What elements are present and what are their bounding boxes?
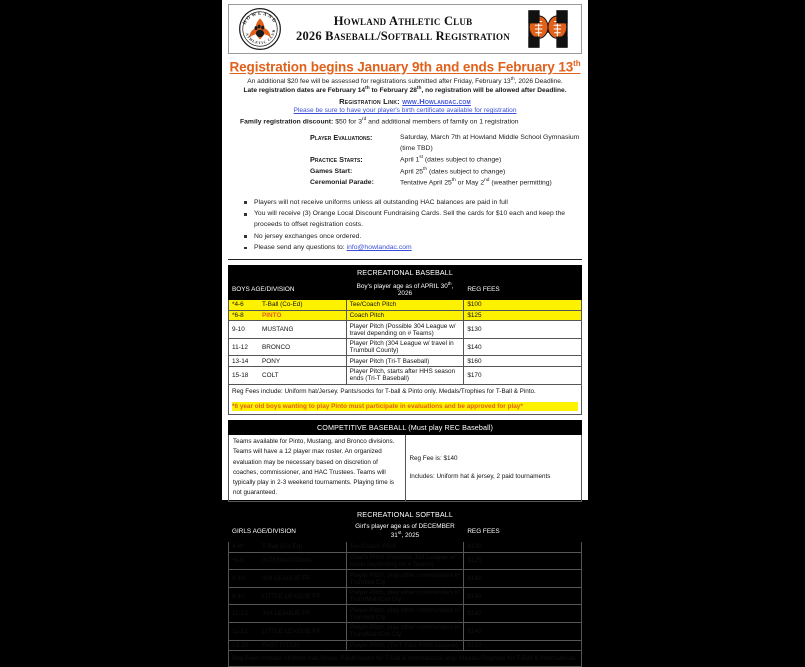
- table-header-row: [229, 521, 582, 541]
- competitive-baseball-band: COMPETITIVE BASEBALL (Must play REC Baseball): [229, 420, 582, 434]
- division-name: PONY: [262, 357, 281, 365]
- row-fee: $150: [464, 640, 582, 651]
- row-description: Player Pitch, starts after HHS season ends (Tri-T Baseball): [346, 367, 464, 385]
- baseball-fees-note-text: Reg Fees include: Uniform hat/Jersey. Pants/socks for T-ball & Pinto only. Medals/Trophies for T-Ball & Pinto.: [232, 388, 536, 396]
- list-item: No jersey exchanges once ordered.: [244, 232, 582, 242]
- row-age-division: [229, 321, 347, 339]
- schedule-row-games: [310, 166, 582, 177]
- schedule-value-practice: [400, 154, 582, 166]
- row-fee: $125: [464, 552, 582, 570]
- table-header-row: [229, 279, 582, 299]
- list-item: You will receive (3) Orange Local Discount Fundraising Cards. Sell the cards for $10 each and keep the proceeds to offset registration costs.: [244, 209, 582, 230]
- column-header-girls-age-division: GIRLS AGE/DIVISION: [229, 521, 347, 541]
- table-band-row: [229, 265, 582, 279]
- division-name: LITTLE LEAGUE FP: [262, 627, 321, 635]
- competitive-description: Teams available for Pinto, Mustang, and Bronco divisions. Teams will have a 12 player max roster. An organized evaluation may be necessary based on discretion of coaches, commissioner, and HAC Trustees. Teams will typically play in 2-3 weekend tournaments. Playing time is not guaranteed.: [229, 434, 406, 501]
- additional-fee-note-b: , 2026 Deadline.: [514, 77, 563, 85]
- division-name: 304 LEAGUE FP: [262, 610, 311, 618]
- row-age-division: [229, 605, 347, 623]
- row-fee: $100: [464, 300, 582, 311]
- competitive-fee-cell: [405, 434, 582, 501]
- competitive-reg-fee: Reg Fee is: $140: [409, 454, 458, 462]
- row-fee: $140: [464, 605, 582, 623]
- parade-date-1-sup: th: [451, 178, 456, 184]
- division-name: T-Ball (Co-Ed): [262, 301, 303, 309]
- age-range: 11-12: [232, 343, 248, 351]
- late-note-a-sup: th: [365, 86, 370, 92]
- row-age-division: [229, 338, 347, 356]
- registration-headline-sup: th: [573, 59, 581, 68]
- table-row: [229, 587, 582, 605]
- softball-fees-note-row: [229, 651, 582, 666]
- girls-asof-sup: st: [397, 530, 402, 536]
- table-row: [229, 605, 582, 623]
- registration-headline: [228, 59, 582, 75]
- competitive-baseball-table: [228, 420, 582, 502]
- row-age-division: [229, 587, 347, 605]
- column-header-reg-fees-softball: REG FEES: [464, 521, 582, 541]
- row-fee: $140: [464, 570, 582, 588]
- division-name: INTERNATIONAL: [262, 557, 313, 565]
- recreational-softball-table: [228, 507, 582, 667]
- row-fee: $130: [464, 321, 582, 339]
- parade-date-note: (weather permitting): [489, 179, 552, 187]
- parade-date-1: Tentative April 25: [400, 179, 452, 187]
- row-age-division: [229, 623, 347, 641]
- practice-date-sup: st: [419, 155, 423, 161]
- competitive-includes: Includes: Uniform hat & jersey, 2 paid tournaments: [409, 472, 551, 480]
- family-discount-label: Family registration discount:: [240, 118, 334, 126]
- schedule-block: [228, 132, 582, 188]
- age-range: 11-12: [232, 610, 248, 618]
- row-description: Tee/Coach Pitch: [346, 542, 464, 553]
- family-discount-value-a: $50 for 3: [335, 118, 363, 126]
- schedule-value-evaluations: Saturday, March 7th at Howland Middle School Gymnasium (time TBD): [400, 134, 580, 153]
- registration-link-label: Registration Link:: [339, 96, 400, 106]
- contact-email-link[interactable]: info@howlandac.com: [346, 244, 412, 252]
- registration-subtitle: 2026 Baseball/Softball Registration: [296, 29, 510, 43]
- document-header: [228, 4, 582, 54]
- row-description: Player Pitch, play other communities in Trumbull Cty: [346, 570, 464, 588]
- row-age-division: [229, 356, 347, 367]
- row-description: Player Pitch (Tri-T Baseball): [346, 356, 464, 367]
- boys-asof-sup: th: [447, 281, 452, 287]
- table-row: [229, 640, 582, 651]
- division-name: 304 LEAGUE FP: [262, 575, 311, 583]
- row-fee: $160: [464, 356, 582, 367]
- table-row: [229, 434, 582, 501]
- howland-athletic-club-crest-logo: [233, 6, 287, 52]
- division-name: PINTO: [262, 311, 282, 319]
- club-name-title: Howland Athletic Club: [333, 14, 473, 29]
- row-description: Player Pitch, play other communities in Trum/Mah/Col Cty: [346, 623, 464, 641]
- age-range: 4-6*: [232, 543, 244, 551]
- girls-asof-post: , 2025: [401, 532, 420, 540]
- family-discount-note: [240, 117, 582, 125]
- row-age-division: [229, 300, 347, 311]
- age-range: 9-10: [232, 326, 245, 334]
- policy-bullet-list: [228, 198, 582, 254]
- additional-fee-note: [228, 77, 582, 87]
- family-discount-sup: rd: [362, 116, 367, 122]
- row-fee: $140: [464, 623, 582, 641]
- age-range: 9-10: [232, 592, 245, 600]
- schedule-value-parade: [400, 177, 582, 188]
- boys-asof-post: , 2026: [397, 283, 454, 298]
- table-row: [229, 552, 582, 570]
- row-age-division: [229, 367, 347, 385]
- baseball-asterisk-note: *6 year old boys wanting to play Pinto must participate in evaluations and be approved for play*: [232, 402, 578, 412]
- table-row: [229, 542, 582, 553]
- document-page: [222, 0, 588, 662]
- table-row: [229, 321, 582, 339]
- age-range: 13-14: [232, 357, 249, 365]
- column-header-girls-age-asof: [346, 521, 464, 541]
- row-age-division: [229, 310, 347, 321]
- row-description: Player Pitch, play other communities in Trumbull Cty: [346, 605, 464, 623]
- age-range: *6-8: [232, 557, 244, 565]
- division-name: FAST PITCH: [262, 641, 299, 649]
- boys-asof-pre: Boy's player age as of APRIL 30: [356, 283, 448, 291]
- row-age-division: [229, 552, 347, 570]
- schedule-label-practice: Practice Starts:: [310, 155, 363, 165]
- games-date-note: (dates subject to change): [427, 168, 506, 176]
- practice-date: April 1: [400, 156, 420, 164]
- division-name: T-Ball (Co-Ed): [262, 543, 303, 551]
- girls-asof-pre: Girl's player age as of DECEMBER 31: [355, 523, 455, 540]
- table-row: [229, 356, 582, 367]
- family-discount-value-b: and additional members of family on 1 registration: [366, 118, 519, 126]
- row-age-division: [229, 640, 347, 651]
- table-row: [229, 367, 582, 385]
- late-note-a: Late registration dates are February 14: [243, 87, 366, 95]
- questions-prefix: Please send any questions to:: [254, 244, 345, 252]
- age-range: 15-18: [232, 371, 249, 379]
- table-row: [229, 338, 582, 356]
- row-description: Player Pitch (304 League w/ travel in Trumbull County): [346, 338, 464, 356]
- section-divider: [228, 259, 582, 260]
- registration-headline-text: Registration begins January 9th and ends February 13: [229, 59, 574, 75]
- baseball-fees-note-row: [229, 384, 582, 414]
- parade-date-2: or May 2: [455, 179, 485, 187]
- table-band-row: [229, 507, 582, 521]
- row-description: Coach Pitch (Possible 304 League w/ travel depending on # Teams): [346, 552, 464, 570]
- late-note-b-sup: th: [416, 86, 422, 92]
- age-range: 13-15: [232, 641, 249, 649]
- schedule-value-games: [400, 166, 582, 177]
- howland-h-footballs-logo: [519, 6, 577, 52]
- division-name: COLT: [262, 371, 279, 379]
- row-description: Player Pitch, play other communities in Trum/Mah/Col Cty: [346, 587, 464, 605]
- additional-fee-note-sup: th: [510, 76, 515, 82]
- table-band-row: [229, 420, 582, 434]
- games-date: April 25: [400, 168, 424, 176]
- recreational-baseball-band: RECREATIONAL BASEBALL: [229, 265, 582, 279]
- age-range: 9-10: [232, 575, 245, 583]
- column-header-boys-age-asof: [346, 279, 464, 299]
- schedule-row-parade: [310, 177, 582, 188]
- row-description: Player Pitch, (Tri-T Fast Pitch League): [346, 640, 464, 651]
- age-range: 11-12: [232, 627, 248, 635]
- row-description: Coach Pitch: [346, 310, 464, 321]
- baseball-fees-note: [229, 384, 582, 414]
- column-header-boys-age-division: BOYS AGE/DIVISION: [229, 279, 347, 299]
- list-item-questions: [244, 243, 582, 253]
- schedule-label-evaluations: Player Evaluations:: [310, 133, 373, 143]
- row-description: Player Pitch (Possible 304 League w/ travel depending on # Teams): [346, 321, 464, 339]
- recreational-baseball-table: [228, 265, 582, 415]
- table-row: [229, 623, 582, 641]
- svg-text:HOWLAND: HOWLAND: [242, 11, 277, 26]
- games-date-sup: th: [423, 167, 428, 173]
- age-range: *6-8: [232, 311, 244, 319]
- schedule-row-evaluations: [310, 132, 582, 154]
- late-note-c: , no registration will be allowed after Deadline.: [421, 87, 567, 95]
- row-description: Tee/Coach Pitch: [346, 300, 464, 311]
- late-note-b: to February 28: [369, 87, 417, 95]
- row-fee: $170: [464, 367, 582, 385]
- schedule-row-practice: [310, 154, 582, 166]
- registration-link-row: [228, 97, 582, 106]
- row-fee: $125: [464, 310, 582, 321]
- practice-date-note: (dates subject to change): [423, 156, 502, 164]
- parade-date-2-sup: nd: [484, 178, 490, 184]
- schedule-label-games: Games Start:: [310, 168, 353, 176]
- division-name: BRONCO: [262, 343, 291, 351]
- row-fee: $140: [464, 338, 582, 356]
- schedule-label-parade: Ceremonial Parade:: [310, 179, 374, 187]
- late-registration-note: [228, 86, 582, 96]
- softball-fees-note: Reg Fees include: Uniform hat/Jersey. Pants/socks for T-ball & International only. Medals/Trophies for T-Ball & International.: [229, 651, 582, 666]
- birth-certificate-note: Please be sure to have your player's birth certificate available for registration: [293, 106, 517, 114]
- row-fee: $140: [464, 587, 582, 605]
- svg-text:ATHLETIC CLUB: ATHLETIC CLUB: [244, 28, 277, 46]
- division-name: LITTLE LEAGUE FP: [262, 592, 321, 600]
- table-row: [229, 310, 582, 321]
- table-row: [229, 300, 582, 311]
- additional-fee-note-a: An additional $20 fee will be assessed for registrations submitted after Friday, February 13: [247, 77, 511, 85]
- division-name: MUSTANG: [262, 326, 294, 334]
- row-age-division: [229, 570, 347, 588]
- row-age-division: [229, 542, 347, 553]
- recreational-softball-band: RECREATIONAL SOFTBALL: [229, 507, 582, 521]
- row-fee: $100: [464, 542, 582, 553]
- age-range: *4-6: [232, 301, 244, 309]
- column-header-reg-fees-baseball: REG FEES: [464, 279, 582, 299]
- header-title-block: [287, 14, 519, 44]
- list-item: Players will not receive uniforms unless all outstanding HAC balances are paid in full: [244, 198, 582, 208]
- registration-website-link[interactable]: www.Howlandac.com: [402, 96, 471, 106]
- table-row: [229, 570, 582, 588]
